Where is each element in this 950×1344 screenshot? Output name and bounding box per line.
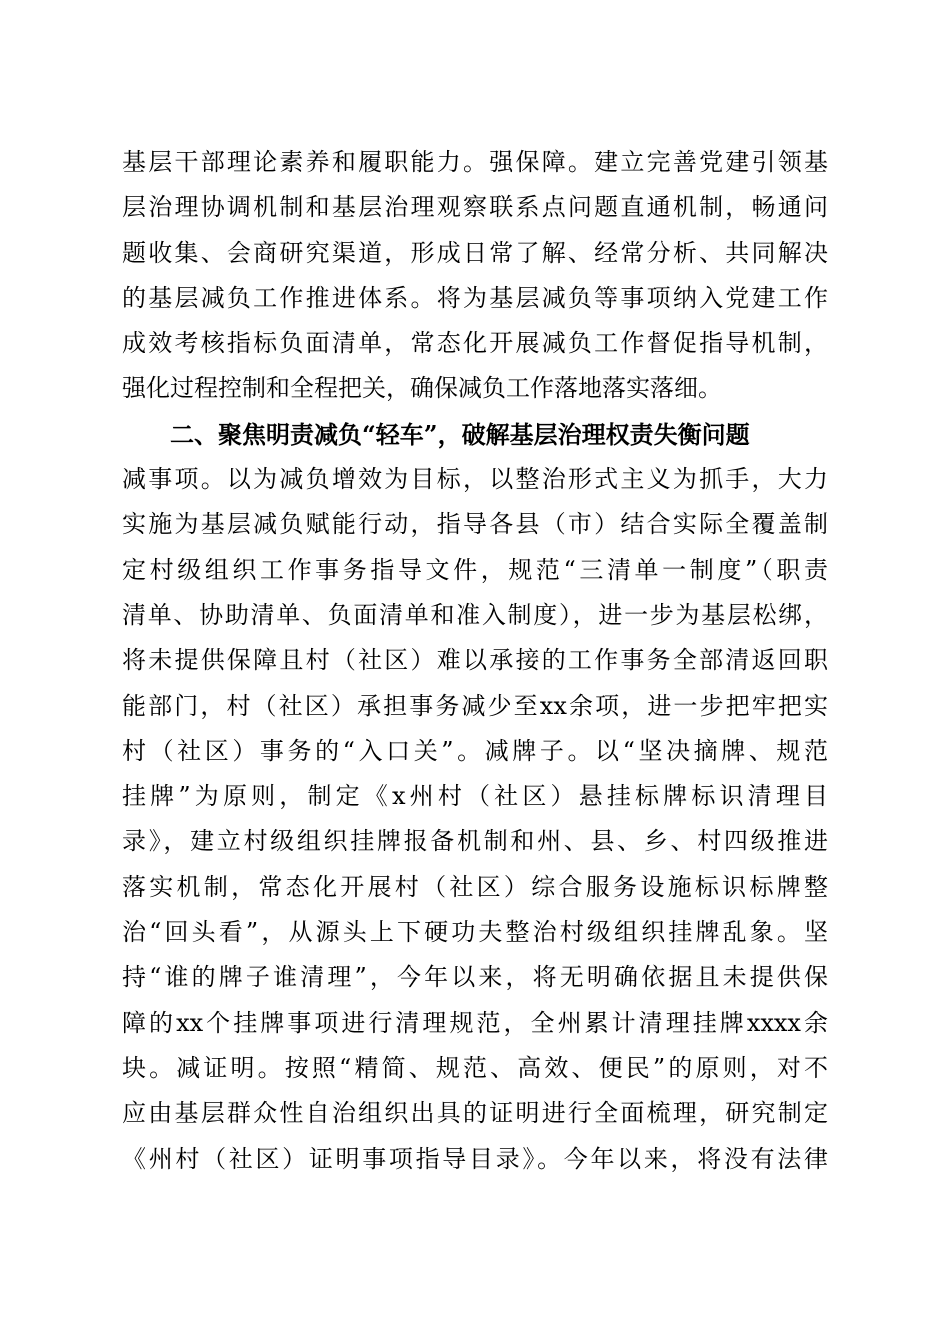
text-line: 《州村（社区）证明事项指导目录》。今年以来，将没有法律	[122, 1144, 828, 1173]
text-line: 基层干部理论素养和履职能力。强保障。建立完善党建引领基	[122, 148, 828, 176]
text-line: 录》，建立村级组织挂牌报备机制和州、县、乡、村四级推进	[122, 827, 828, 856]
text-line: 障的xx个挂牌事项进行清理规范，全州累计清理挂牌xxxx余	[122, 1008, 828, 1037]
text-line: 的基层减负工作推进体系。将为基层减负等事项纳入党建工作	[122, 283, 828, 312]
text-line: 实施为基层减负赋能行动，指导各县（市）结合实际全覆盖制	[122, 510, 828, 539]
section-heading: 二、聚焦明责减负“轻车”，破解基层治理权责失衡问题	[170, 419, 750, 449]
text-line: 治“回头看”，从源头上下硬功夫整治村级组织挂牌乱象。坚	[122, 918, 828, 947]
text-line: 能部门，村（社区）承担事务减少至xx余项，进一步把牢把实	[122, 691, 828, 720]
document-body	[122, 140, 828, 1182]
text-line: 成效考核指标负面清单，常态化开展减负工作督促指导机制，	[122, 329, 828, 358]
paragraph-continued	[122, 140, 828, 412]
text-line: 将未提供保障且村（社区）难以承接的工作事务全部清返回职	[122, 646, 828, 675]
text-line: 落实机制，常态化开展村（社区）综合服务设施标识标牌整	[122, 872, 828, 901]
text-line: 清单、协助清单、负面清单和准入制度），进一步为基层松绑，	[122, 600, 828, 629]
text-line: 应由基层群众性自治组织出具的证明进行全面梳理，研究制定	[122, 1099, 828, 1128]
text-line: 定村级组织工作事务指导文件，规范“三清单一制度”（职责	[122, 555, 828, 584]
paragraph-section-two	[122, 457, 828, 1182]
text-line: 持“谁的牌子谁清理”，今年以来，将无明确依据且未提供保	[122, 963, 828, 992]
text-line: 层治理协调机制和基层治理观察联系点问题直通机制，畅通问	[122, 193, 828, 222]
text-line: 块。减证明。按照“精简、规范、高效、便民”的原则，对不	[122, 1053, 828, 1082]
text-line: 村（社区）事务的“入口关”。减牌子。以“坚决摘牌、规范	[122, 736, 828, 765]
text-line: 减事项。以为减负增效为目标，以整治形式主义为抓手，大力	[122, 465, 828, 494]
text-line: 题收集、会商研究渠道，形成日常了解、经常分析、共同解决	[122, 238, 828, 267]
text-line: 强化过程控制和全程把关，确保减负工作落地落实落细。	[122, 374, 722, 403]
text-line: 挂牌”为原则，制定《x州村（社区）悬挂标牌标识清理目	[122, 782, 828, 811]
